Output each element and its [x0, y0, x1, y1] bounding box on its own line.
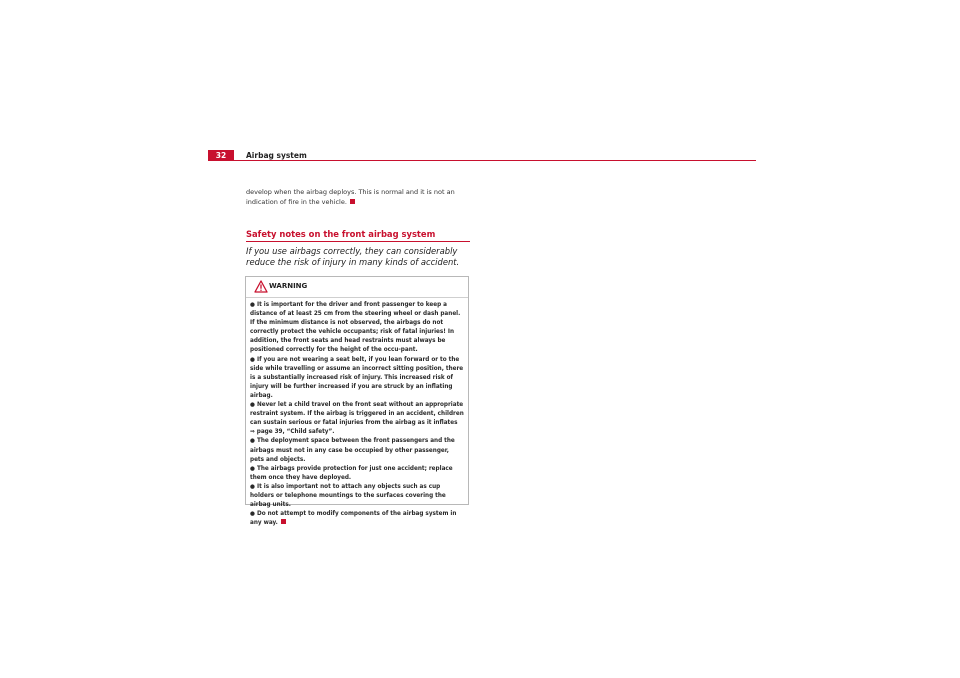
warning-item	[250, 510, 464, 528]
bullet-icon: ●	[250, 402, 255, 409]
bullet-icon: ●	[250, 438, 255, 445]
warning-item-text: It is important for the driver and front passenger to keep a distance of at least 25 cm from the steering wheel or dash panel. If the minimum distance is not observed, the airbags do not correctly protect the vehicle occupants; risk of fatal injuries! In addition, the front seats and head restraints must always be positioned correctly for the height of the occu-pant.	[250, 302, 461, 354]
warning-item	[250, 356, 464, 401]
bullet-icon: ●	[250, 465, 255, 472]
bullet-icon: ●	[250, 356, 255, 363]
bullet-icon: ●	[250, 302, 255, 308]
page-number: 32	[208, 150, 234, 161]
warning-item-text: Never let a child travel on the front seat without an appropriate restraint system. If the airbag is triggered in an accident, children can sustain serious or fatal injuries from the airbag as it inflates ⇒ page 39, “Child safety”.	[250, 402, 464, 436]
end-of-section-mark	[281, 519, 286, 524]
header-rule	[208, 160, 756, 161]
section-lead: If you use airbags correctly, they can considerably reduce the risk of injury in many kinds of accident.	[246, 246, 460, 268]
warning-item	[250, 483, 464, 510]
warning-item	[250, 465, 464, 483]
end-of-section-mark	[350, 199, 355, 204]
warning-item-text: If you are not wearing a seat belt, if you lean forward or to the side while travelling or assume an incorrect sitting position, there is a substantially increased risk of injury. This increased risk of injury will be further increased if you are struck by an inflating airbag.	[250, 356, 464, 399]
warning-item-text: The airbags provide protection for just one accident; replace them once they have deployed.	[250, 465, 453, 481]
warning-list	[246, 298, 468, 528]
intro-text: develop when the airbag deploys. This is normal and it is not an indication of fire in the vehicle.	[246, 188, 455, 206]
warning-box	[245, 276, 469, 527]
intro-paragraph	[246, 188, 472, 207]
warning-triangle-icon	[254, 280, 268, 293]
running-header: Airbag system	[246, 151, 307, 160]
warning-header	[246, 277, 468, 298]
warning-item	[250, 437, 464, 464]
warning-title: WARNING	[269, 282, 308, 290]
bullet-icon: ●	[250, 511, 255, 518]
warning-item-text: The deployment space between the front passengers and the airbags must not in any case be occupied by other passenger, pets and objects.	[250, 438, 455, 463]
warning-item	[250, 401, 464, 437]
warning-item-text: Do not attempt to modify components of the airbag system in any way.	[250, 511, 457, 527]
warning-item	[250, 301, 464, 356]
bullet-icon: ●	[250, 483, 255, 490]
section-heading: Safety notes on the front airbag system	[246, 229, 470, 242]
warning-item-text: It is also important not to attach any objects such as cup holders or telephone mountings to the surfaces covering the airbag units.	[250, 483, 446, 509]
